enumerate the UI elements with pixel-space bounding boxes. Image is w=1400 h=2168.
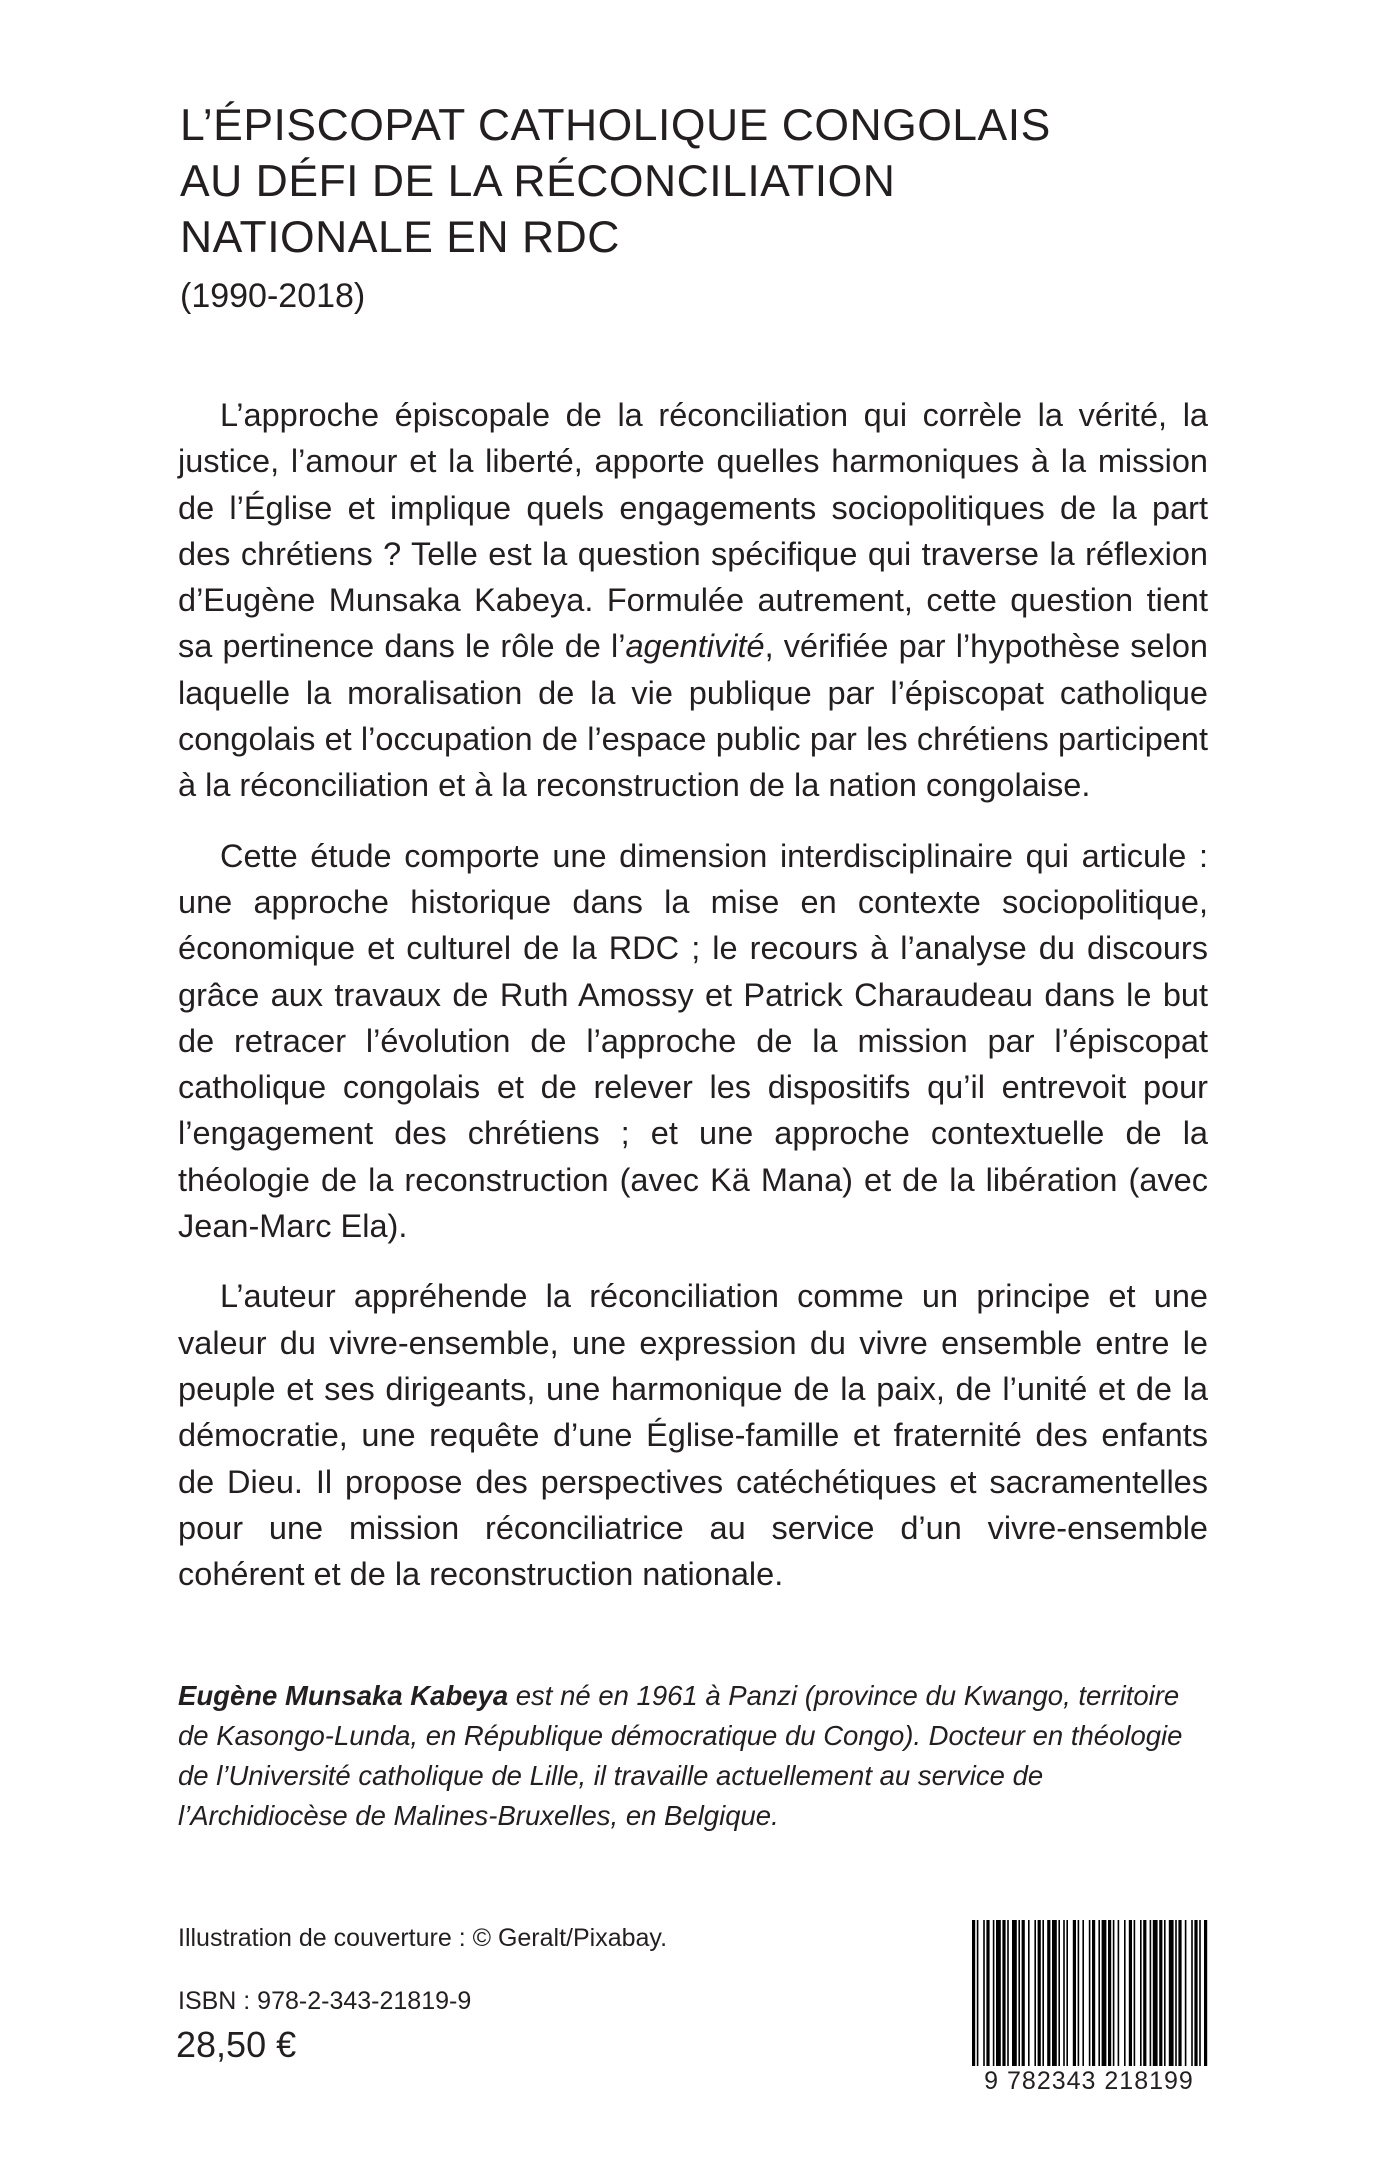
book-title-line-1: L’ÉPISCOPAT CATHOLIQUE CONGOLAIS — [180, 101, 1051, 150]
barcode-bar — [1063, 1920, 1065, 2070]
book-title-line-3: NATIONALE EN RDC — [180, 213, 620, 262]
barcode-bar — [1034, 1920, 1036, 2070]
summary-paragraph-1 — [178, 392, 1208, 809]
author-bio — [178, 1676, 1208, 1836]
barcode-bar — [1129, 1920, 1132, 2070]
barcode-bar — [1078, 1920, 1080, 2070]
summary-p1-emphasis: agentivité — [625, 628, 765, 665]
book-title-line-2: AU DÉFI DE LA RÉCONCILIATION — [180, 157, 896, 206]
barcode-bar — [972, 1920, 975, 2070]
barcode-bar — [1134, 1920, 1136, 2070]
barcode-bar — [1042, 1920, 1044, 2070]
barcode-bar — [996, 1920, 1001, 2070]
barcode-bar — [1089, 1920, 1091, 2070]
barcode-bar — [1082, 1920, 1084, 2070]
barcode-bar — [1007, 1920, 1009, 2070]
barcode — [970, 1920, 1208, 2100]
barcode-bar — [1108, 1920, 1111, 2070]
barcode-bar — [1113, 1920, 1115, 2070]
author-bio-text: est né en 1961 à Panzi (province du Kwango, territoire de Kasongo-Lunda, en République démocratique du Congo). Docteur en théologie de l’Université catholique de Lille, il travaille actuellement au service de l’Archidiocèse de Malines-Bruxelles, en Belgique. — [178, 1680, 1183, 1831]
barcode-bar — [1159, 1920, 1162, 2070]
barcode-bar — [1028, 1920, 1030, 2070]
barcode-bar — [1038, 1920, 1041, 2070]
barcode-digits: 9 782343 218199 — [970, 2066, 1208, 2096]
barcode-bar — [1118, 1920, 1120, 2070]
summary-paragraph-3: L’auteur appréhende la réconciliation comme un principe et une valeur du vivre-ensemble, une expression du vivre ensemble entre le peuple et ses dirigeants, une harmonique de la paix, de l’unité et de la démocratie, une requête d’une Église-famille et fraternité des enfants de Dieu. Il propose des perspectives catéchétiques et sacramentelles pour une mission réconciliatrice au service d’un vivre-ensemble cohérent et de la reconstruction nationale. — [178, 1278, 1208, 1593]
barcode-bar — [1052, 1920, 1057, 2070]
barcode-bar — [1153, 1920, 1158, 2070]
barcode-bar — [1102, 1920, 1107, 2070]
barcode-bar — [1022, 1920, 1025, 2070]
isbn: ISBN : 978-2-343-21819-9 — [178, 1987, 472, 2015]
barcode-bar — [1164, 1920, 1166, 2070]
summary-p1-before: L’approche épiscopale de la réconciliation qui corrèle la vérité, la justice, l’amour et la liberté, apporte quelles harmoniques à la mission de l’Église et implique quels engagements sociopolitiques de la part des chrétiens ? Telle est la question spécifique qui traverse la réflexion d’Eugène Munsaka Kabeya. Formulée autrement, cette question tient sa pertinence dans le rôle de l’ — [178, 397, 1208, 665]
barcode-bar — [1002, 1920, 1005, 2070]
summary-p1-after: , vérifiée par l’hypothèse selon laquelle la moralisation de la vie publique par l’épiscopat catholique congolais et l’occupation de l’espace public par les chrétiens participent à la réconciliation et à la reconstruction de la nation congolaise. — [178, 628, 1208, 804]
barcode-bar — [1012, 1920, 1017, 2070]
barcode-bar — [1204, 1920, 1207, 2070]
barcode-bar — [1185, 1920, 1187, 2070]
barcode-bar — [1191, 1920, 1193, 2070]
barcode-bar — [1178, 1920, 1181, 2070]
barcode-bar — [1018, 1920, 1020, 2070]
title-block — [180, 98, 1180, 320]
barcode-bar — [1124, 1920, 1126, 2070]
summary-text — [178, 392, 1208, 1621]
barcode-bar — [1169, 1920, 1174, 2070]
barcode-bars — [970, 1920, 1208, 2070]
barcode-bar — [1175, 1920, 1177, 2070]
barcode-bar — [986, 1920, 989, 2070]
barcode-bar — [1194, 1920, 1197, 2070]
author-name: Eugène Munsaka Kabeya — [178, 1680, 509, 1711]
book-subtitle: (1990-2018) — [180, 277, 366, 315]
barcode-bar — [1199, 1920, 1201, 2070]
barcode-bar — [1073, 1920, 1076, 2070]
barcode-bar — [993, 1920, 995, 2070]
barcode-bar — [1047, 1920, 1050, 2070]
barcode-bar — [983, 1920, 985, 2070]
price: 28,50 € — [176, 2024, 297, 2065]
barcode-bar — [977, 1920, 979, 2070]
barcode-bar — [1092, 1920, 1095, 2070]
barcode-bar — [1143, 1920, 1146, 2070]
barcode-bar — [1066, 1920, 1068, 2070]
barcode-bar — [1140, 1920, 1142, 2070]
summary-paragraph-2: Cette étude comporte une dimension interdisciplinaire qui articule : une approche historique dans la mise en contexte sociopolitique, économique et culturel de la RDC ; le recours à l’analyse du discours grâce aux travaux de Ruth Amossy et Patrick Charaudeau dans le but de retracer l’évolution de l’approche de la mission par l’épiscopat catholique congolais et de relever les dispositifs qu’il entrevoit pour l’engagement des chrétiens ; et une approche contextuelle de la théologie de la reconstruction (avec Kä Mana) et de la libération (avec Jean-Marc Ela). — [178, 837, 1208, 1245]
barcode-bar — [1058, 1920, 1060, 2070]
barcode-bar — [1150, 1920, 1152, 2070]
cover-credit: Illustration de couverture : © Geralt/Pixabay. — [178, 1924, 668, 1952]
barcode-bar — [1098, 1920, 1100, 2070]
